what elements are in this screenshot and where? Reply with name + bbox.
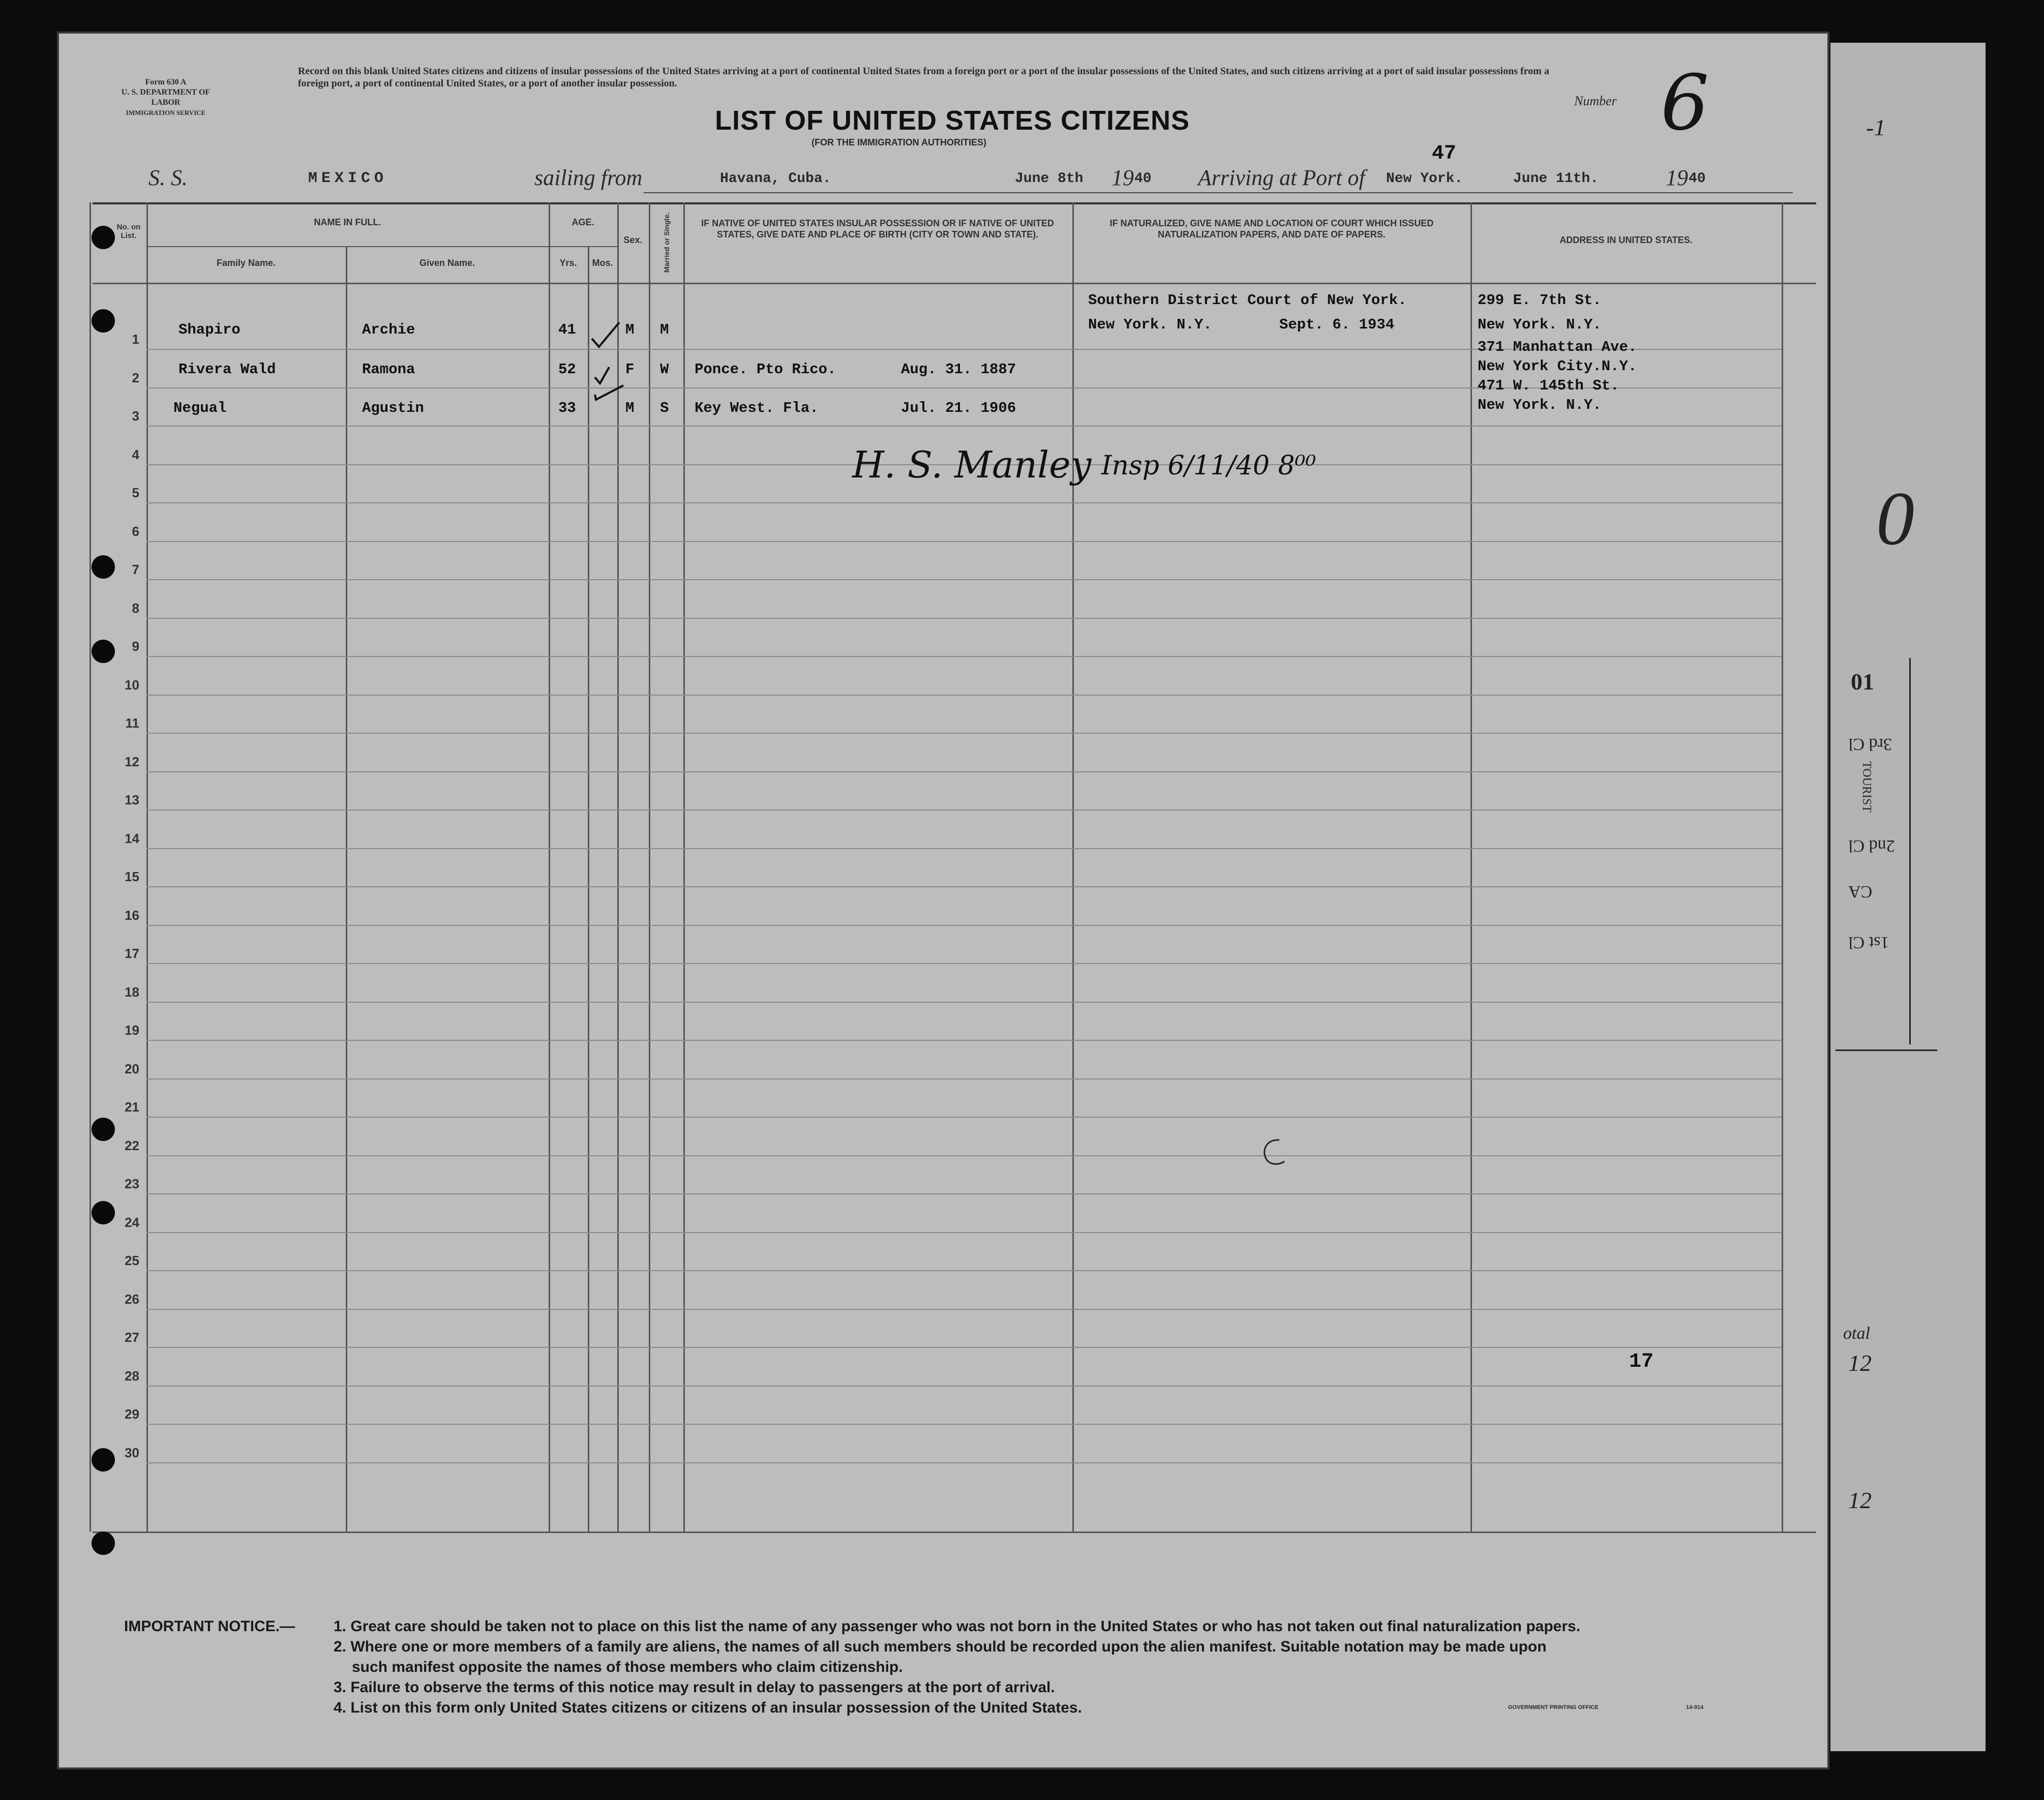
p2-given: Ramona — [362, 361, 415, 378]
notice-item-2-cont: such manifest opposite the names of those members who claim citizenship. — [352, 1659, 903, 1675]
row-number: 24 — [125, 1215, 139, 1230]
side-class-2nd: 2nd Cl — [1848, 836, 1895, 855]
col-header-married: Married or Single. — [663, 212, 671, 273]
row-number: 8 — [132, 601, 139, 616]
sailing-from-label: sailing from — [534, 165, 643, 190]
row-line — [146, 1193, 1782, 1194]
binding-hole — [92, 226, 115, 249]
row-number: 20 — [125, 1061, 139, 1076]
row-line — [146, 1117, 1782, 1118]
check-marks — [588, 318, 649, 420]
row-line — [146, 695, 1782, 696]
row-number: 29 — [125, 1406, 139, 1422]
p3-address-line2: New York. N.Y. — [1478, 397, 1602, 413]
row-line — [146, 1462, 1782, 1463]
row-number: 13 — [125, 792, 139, 807]
form-number: Form 630 A — [145, 78, 187, 86]
service-name: IMMIGRATION SERVICE — [126, 109, 206, 116]
binding-hole — [92, 1118, 115, 1141]
p2-age: 52 — [558, 361, 576, 378]
row-number: 21 — [125, 1099, 139, 1115]
row-number: 2 — [132, 370, 139, 385]
side-total-12a: 12 — [1848, 1350, 1872, 1376]
row-number: 28 — [125, 1368, 139, 1384]
row-number: 12 — [125, 754, 139, 769]
p2-family: Rivera Wald — [178, 361, 276, 378]
number-value: 6 — [1661, 59, 1709, 147]
manifest-sheet — [57, 32, 1829, 1769]
row-number: 1 — [132, 332, 139, 347]
row-line — [146, 502, 1782, 503]
col-header-birth: IF NATIVE OF UNITED STATES INSULAR POSSESSION OR IF NATIVE OF UNITED STATES, GIVE DATE AND PLACE OF BIRTH (CITY OR TOWN AND STATE). — [701, 218, 1054, 239]
col-header-name: NAME IN FULL. — [314, 217, 381, 227]
row-line — [146, 1040, 1782, 1041]
row-number: 5 — [132, 485, 139, 500]
binding-hole — [92, 555, 115, 579]
number-label: Number — [1574, 94, 1617, 108]
sail-date: June 8th — [1015, 171, 1084, 187]
p2-sex: F — [625, 361, 635, 378]
p3-birth-date: Jul. 21. 1906 — [901, 400, 1016, 416]
row-number: 23 — [125, 1176, 139, 1191]
row-number: 11 — [125, 715, 139, 731]
row-number: 27 — [125, 1330, 139, 1345]
department-name: U. S. DEPARTMENT OF LABOR — [121, 88, 211, 107]
row-number: 26 — [125, 1292, 139, 1307]
row-number: 9 — [132, 639, 139, 654]
col-header-naturalized: IF NATURALIZED, GIVE NAME AND LOCATION OF COURT WHICH ISSUED NATURALIZATION PAPERS, AND DATE OF PAPERS. — [1109, 218, 1434, 239]
side-class-1st: 1st Cl — [1848, 933, 1889, 952]
row-line — [146, 1386, 1782, 1387]
row-number: 19 — [125, 1023, 139, 1038]
row-number: 6 — [132, 524, 139, 539]
p2-address-line2: New York City.N.Y. — [1478, 358, 1637, 375]
row-number: 17 — [125, 946, 139, 961]
col-header-age: AGE. — [572, 217, 594, 227]
p1-court-line1: Southern District Court of New York. — [1088, 292, 1407, 309]
side-tab-strip — [1830, 43, 1986, 1751]
col-header-no: No. on List. — [116, 223, 141, 240]
notice-heading: IMPORTANT NOTICE.— — [124, 1618, 295, 1635]
row-number: 3 — [132, 408, 139, 424]
side-total-12b: 12 — [1848, 1487, 1872, 1513]
port-from: Havana, Cuba. — [720, 171, 831, 187]
side-class-ca: CA — [1848, 882, 1873, 901]
row-line — [146, 1270, 1782, 1271]
p1-address-line2: New York. N.Y. — [1478, 316, 1602, 333]
ship-name: MEXICO — [308, 170, 388, 187]
binding-hole — [92, 1532, 115, 1555]
row-number: 15 — [125, 869, 139, 884]
side-mark-one: -1 — [1866, 114, 1886, 140]
binding-hole — [92, 309, 115, 333]
col-header-address: ADDRESS IN UNITED STATES. — [1559, 235, 1693, 245]
row-line — [146, 848, 1782, 849]
p1-court-date: Sept. 6. 1934 — [1279, 316, 1395, 333]
notice-item-4: 4. List on this form only United States citizens or citizens of an insular possession of the United States. — [334, 1699, 1082, 1716]
side-total-label: otal — [1843, 1324, 1870, 1343]
inspector-signature: H. S. Manley — [852, 443, 1092, 486]
p3-sex: M — [625, 400, 635, 416]
row-line — [146, 656, 1782, 657]
binding-hole — [92, 1201, 115, 1224]
p1-given: Archie — [362, 321, 415, 338]
col-header-given: Given Name. — [419, 258, 475, 268]
col-header-sex: Sex. — [623, 235, 643, 245]
arrival-date: June 11th. — [1513, 171, 1599, 187]
p2-birth-place: Ponce. Pto Rico. — [695, 361, 836, 378]
page-title: LIST OF UNITED STATES CITIZENS — [715, 105, 1190, 136]
arrival-year-prefix: 19 — [1666, 165, 1688, 190]
arriving-label: Arriving at Port of — [1198, 165, 1365, 190]
binding-hole — [92, 640, 115, 663]
port-arrival: New York. — [1386, 171, 1463, 187]
row-line — [146, 1078, 1782, 1079]
p1-married: M — [660, 321, 669, 338]
row-line — [146, 1309, 1782, 1310]
row-line — [146, 1002, 1782, 1003]
arrival-year: 40 — [1689, 171, 1706, 187]
row-line — [146, 733, 1782, 734]
sail-year: 40 — [1134, 171, 1152, 187]
row-line — [146, 426, 1782, 427]
row-line — [146, 1347, 1782, 1348]
row-number: 4 — [132, 447, 139, 462]
row-number: 7 — [132, 562, 139, 577]
row-line — [146, 1424, 1782, 1425]
row-line — [146, 1155, 1782, 1156]
sail-year-prefix: 19 — [1111, 165, 1134, 190]
p2-married: W — [660, 361, 669, 378]
col-header-mos: Mos. — [592, 258, 613, 268]
p1-sex: M — [625, 321, 635, 338]
side-class-3rd: 3rd Cl — [1848, 735, 1892, 754]
side-mark-zero: 0 — [1876, 476, 1914, 561]
instructions-text: Record on this blank United States citizens and citizens of insular possessions of the United States arriving at a port of continental United States from a foreign port or a port of the insular possessions of the United States, and such citizens arriving at a port of said insular possessions from a foreign port, a port of continental United States, or a port of another insular possession. — [298, 66, 1549, 89]
pen-mark — [1254, 1134, 1289, 1169]
p3-address-line1: 471 W. 145th St. — [1478, 377, 1619, 394]
manifest-table — [59, 34, 1827, 1767]
total-count: 17 — [1629, 1351, 1654, 1373]
col-header-yrs: Yrs. — [559, 258, 577, 268]
row-line — [146, 809, 1782, 811]
p1-family: Shapiro — [178, 321, 241, 338]
p1-address-line1: 299 E. 7th St. — [1478, 292, 1602, 309]
p3-age: 33 — [558, 400, 576, 416]
row-number: 25 — [125, 1253, 139, 1268]
p1-court-line2: New York. N.Y. — [1088, 316, 1212, 333]
p1-age: 41 — [558, 321, 576, 338]
side-class-tourist: TOURIST — [1859, 761, 1873, 813]
notice-item-1: 1. Great care should be taken not to place on this list the name of any passenger who was not born in the United States or who has not taken out final naturalization papers. — [334, 1618, 1581, 1635]
row-line — [146, 963, 1782, 964]
row-number: 18 — [125, 984, 139, 1000]
row-line — [146, 886, 1782, 887]
binding-hole — [92, 1448, 115, 1472]
row-line — [146, 925, 1782, 926]
row-line — [146, 541, 1782, 542]
row-number: 10 — [125, 677, 139, 693]
p3-given: Agustin — [362, 400, 424, 416]
printer-code: 14-914 — [1686, 1704, 1704, 1711]
p2-address-line1: 371 Manhattan Ave. — [1478, 339, 1637, 355]
row-number: 30 — [125, 1445, 139, 1460]
side-mark-01: 01 — [1851, 669, 1874, 695]
col-header-family: Family Name. — [216, 258, 276, 268]
page-subtitle: (FOR THE IMMIGRATION AUTHORITIES) — [811, 137, 986, 147]
row-line — [146, 618, 1782, 619]
row-number: 22 — [125, 1138, 139, 1153]
printer-imprint: GOVERNMENT PRINTING OFFICE — [1508, 1704, 1599, 1711]
row-number: 16 — [125, 908, 139, 923]
row-number: 14 — [125, 831, 139, 846]
p3-family: Negual — [173, 400, 227, 416]
row-line — [146, 771, 1782, 772]
notice-item-3: 3. Failure to observe the terms of this notice may result in delay to passengers at the port of arrival. — [334, 1679, 1055, 1696]
p3-birth-place: Key West. Fla. — [695, 400, 819, 416]
p3-married: S — [660, 400, 669, 416]
stamped-number: 47 — [1432, 142, 1457, 165]
p2-birth-date: Aug. 31. 1887 — [901, 361, 1016, 378]
ss-label: S. S. — [148, 165, 188, 190]
row-line — [146, 1232, 1782, 1233]
row-line — [146, 579, 1782, 580]
notice-item-2: 2. Where one or more members of a family are aliens, the names of all such members should be recorded upon the alien manifest. Suitable notation may be made upon — [334, 1638, 1547, 1655]
inspection-note: Insp 6/11/40 8⁰⁰ — [1101, 451, 1316, 481]
